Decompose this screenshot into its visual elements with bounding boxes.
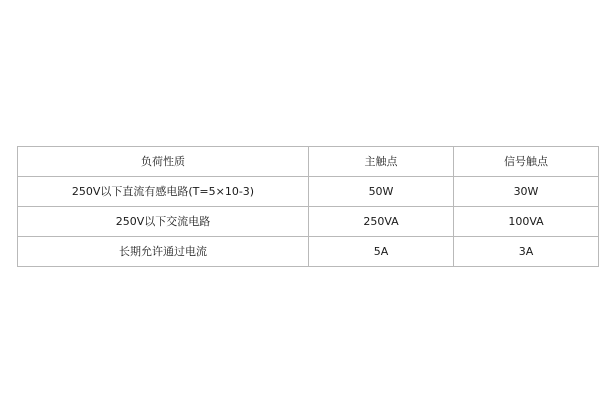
table-header-cell-main-contact: 主触点 [309,147,454,177]
table-row [18,237,599,267]
table-cell: 250VA [309,207,454,237]
table-header-cell-load-type: 负荷性质 [18,147,309,177]
table-header-row [18,147,599,177]
table-cell: 50W [309,177,454,207]
table-row [18,177,599,207]
table-cell: 5A [309,237,454,267]
table-cell: 3A [454,237,599,267]
table-row [18,207,599,237]
table-cell: 长期允许通过电流 [18,237,309,267]
table-cell: 250V以下直流有感电路(T=5×10-3) [18,177,309,207]
table-cell: 100VA [454,207,599,237]
table-cell: 30W [454,177,599,207]
contact-rating-table [17,146,599,267]
table-cell: 250V以下交流电路 [18,207,309,237]
table-header-cell-signal-contact: 信号触点 [454,147,599,177]
